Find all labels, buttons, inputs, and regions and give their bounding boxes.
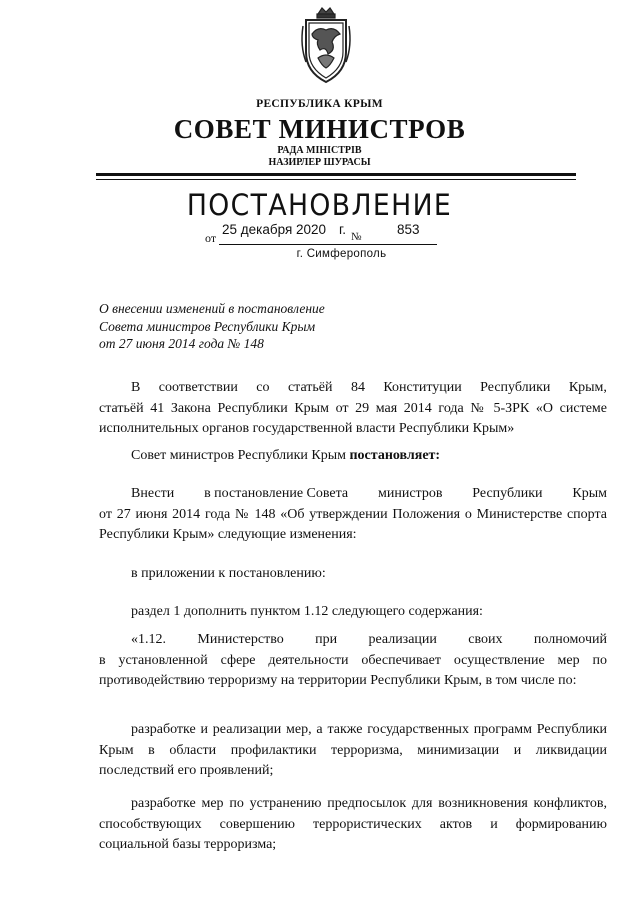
paragraph-amend bbox=[99, 484, 607, 546]
paragraph-rest: от 27 июня 2014 года № 148 «Об утверждении Положения о Министерстве спорта Республики Крым» следующие изменения: bbox=[99, 506, 607, 542]
header-nazirler: НАЗИРЛЕР ШУРАСЫ bbox=[268, 157, 371, 168]
paragraph-rest: статьёй 41 Закона Республики Крым от 29 мая 2014 года № 5-ЗРК «О системе исполнительных органов государственной власти Республики Крым» bbox=[99, 400, 607, 436]
resolves-keyword: постановляет: bbox=[349, 448, 441, 463]
decree-number-label: № bbox=[351, 231, 362, 243]
decree-subject bbox=[99, 300, 429, 353]
paragraph-appendix: в приложении к постановлению: bbox=[131, 566, 326, 581]
paragraph-programs: разработке и реализации мер, а также государственных программ Республики Крым в области профилактики терроризма, минимизации и ликвидации последствий его проявлений; bbox=[99, 722, 607, 778]
paragraph-section1: раздел 1 дополнить пунктом 1.12 следующего содержания: bbox=[131, 604, 483, 619]
subject-line: Совета министров Республики Крым bbox=[99, 318, 316, 334]
header-council: СОВЕТ МИНИСТРОВ bbox=[173, 114, 466, 144]
paragraph-first-line: В соответствии со статьёй 84 Конституции Республики Крым, bbox=[131, 380, 607, 395]
header-rada: РАДА МІНІСТРІВ bbox=[277, 145, 362, 156]
decree-title: ПОСТАНОВЛЕНИЕ bbox=[186, 188, 453, 222]
header-rule-thin bbox=[96, 179, 576, 180]
paragraph-item-1-12 bbox=[99, 630, 607, 692]
paragraph-resolves: Совет министров Республики Крым постановляет: bbox=[131, 448, 441, 463]
header-rule-thick bbox=[96, 173, 576, 176]
decree-number: 853 bbox=[397, 222, 420, 237]
paragraph-conflicts: разработке мер по устранению предпосылок для возникновения конфликтов, способствующих совершению террористических актов и формированию социальной базы терроризма; bbox=[99, 796, 607, 852]
paragraph-rest: в установленной сфере деятельности обеспечивает осуществление мер по противодействию терроризму на территории Республики Крым, в том числе по: bbox=[99, 652, 607, 688]
subject-line: от 27 июня 2014 года № 148 bbox=[99, 336, 264, 351]
subject-line: О внесении изменений в постановление bbox=[99, 301, 325, 316]
decree-year-suffix: г. bbox=[339, 222, 347, 237]
paragraph-legal-basis bbox=[99, 378, 607, 440]
dateline-ot-label: от bbox=[205, 231, 217, 245]
dateline-underline bbox=[219, 244, 437, 245]
header-republic: РЕСПУБЛИКА КРЫМ bbox=[256, 98, 383, 110]
decree-date: 25 декабря 2020 bbox=[222, 222, 327, 237]
coat-of-arms-icon bbox=[298, 6, 354, 86]
decree-city: г. Симферополь bbox=[296, 248, 387, 260]
decree-dateline bbox=[205, 222, 445, 246]
paragraph-first-line: «1.12. Министерство при реализации своих полномочий bbox=[131, 632, 607, 647]
paragraph-first-line: Внести в постановление Совета министров Республики Крым bbox=[131, 486, 607, 501]
